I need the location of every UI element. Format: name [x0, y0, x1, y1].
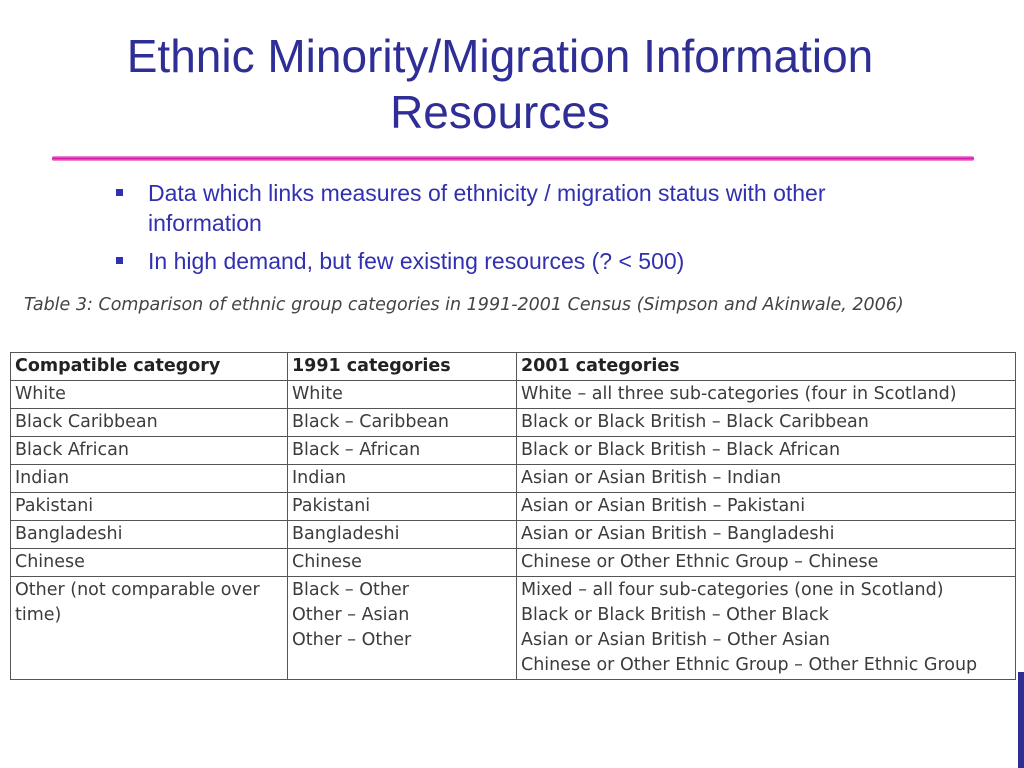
cell-text: Other (not comparable over time) — [15, 580, 260, 625]
cell-text: Asian or Asian British – Indian — [521, 468, 782, 488]
bullet-item — [112, 246, 932, 276]
table-row — [11, 577, 1016, 680]
cell-text: Chinese — [292, 552, 362, 572]
cell-text: Chinese or Other Ethnic Group – Other Ethnic Group — [521, 655, 978, 675]
table-row — [11, 465, 1016, 493]
square-bullet-icon — [116, 189, 123, 196]
cell-text: Other – Other — [292, 630, 412, 650]
cell-compatible-category — [11, 437, 288, 465]
cell-text: Chinese or Other Ethnic Group – Chinese — [521, 552, 879, 572]
cell-text: Indian — [292, 468, 347, 488]
cell-1991-category — [288, 465, 517, 493]
cell-compatible-category — [11, 493, 288, 521]
table-row — [11, 409, 1016, 437]
bullet-text: In high demand, but few existing resources (? < 500) — [148, 248, 685, 274]
table-row — [11, 549, 1016, 577]
header-2001-categories: 2001 categories — [517, 353, 1016, 381]
square-bullet-icon — [116, 257, 123, 264]
table-row — [11, 437, 1016, 465]
cell-2001-category — [517, 521, 1016, 549]
cell-2001-category — [517, 549, 1016, 577]
table-row — [11, 381, 1016, 409]
table-row — [11, 521, 1016, 549]
cell-1991-category — [288, 577, 517, 680]
cell-compatible-category — [11, 409, 288, 437]
cell-1991-category — [288, 549, 517, 577]
cell-text: Asian or Asian British – Other Asian — [521, 630, 831, 650]
cell-compatible-category — [11, 521, 288, 549]
cell-compatible-category — [11, 549, 288, 577]
cell-text: Other – Asian — [292, 605, 410, 625]
cell-2001-category — [517, 577, 1016, 680]
table-caption: Table 3: Comparison of ethnic group categories in 1991-2001 Census (Simpson and Akinwale, 2006) — [24, 295, 904, 315]
cell-2001-category — [517, 409, 1016, 437]
header-compatible-category: Compatible category — [11, 353, 288, 381]
cell-text: Asian or Asian British – Pakistani — [521, 496, 806, 516]
cell-text: Black or Black British – Black African — [521, 440, 841, 460]
slide-title-line-1: Ethnic Minority/Migration Information — [126, 30, 874, 82]
cell-text: Mixed – all four sub-categories (one in Scotland) — [521, 580, 944, 600]
cell-2001-category — [517, 493, 1016, 521]
cell-text: Black or Black British – Black Caribbean — [521, 412, 869, 432]
slide-title — [0, 28, 1000, 140]
cell-2001-category — [517, 381, 1016, 409]
title-divider — [52, 156, 974, 161]
cell-2001-category — [517, 465, 1016, 493]
table-row — [11, 493, 1016, 521]
cell-compatible-category — [11, 465, 288, 493]
header-1991-categories: 1991 categories — [288, 353, 517, 381]
cell-2001-category — [517, 437, 1016, 465]
cell-1991-category — [288, 493, 517, 521]
cell-text: Pakistani — [15, 496, 94, 516]
cell-1991-category — [288, 521, 517, 549]
cell-text: White — [292, 384, 343, 404]
cell-text: Chinese — [15, 552, 85, 572]
comparison-table — [10, 352, 1016, 680]
cell-compatible-category — [11, 577, 288, 680]
cell-compatible-category — [11, 381, 288, 409]
bullet-text: Data which links measures of ethnicity / migration status with other information — [148, 180, 826, 236]
cell-text: Asian or Asian British – Bangladeshi — [521, 524, 835, 544]
cell-text: Black – African — [292, 440, 421, 460]
cell-1991-category — [288, 381, 517, 409]
cell-text: Black Caribbean — [15, 412, 158, 432]
cell-text: Bangladeshi — [15, 524, 123, 544]
slide-title-line-2: Resources — [390, 86, 610, 138]
bullet-item — [112, 178, 932, 238]
cell-text: White – all three sub-categories (four in Scotland) — [521, 384, 957, 404]
cell-text: Black or Black British – Other Black — [521, 605, 829, 625]
cell-1991-category — [288, 409, 517, 437]
cell-text: White — [15, 384, 66, 404]
cell-text: Black African — [15, 440, 129, 460]
table-header-row — [11, 353, 1016, 381]
table-body — [11, 381, 1016, 680]
cell-text: Indian — [15, 468, 70, 488]
cell-text: Black – Caribbean — [292, 412, 450, 432]
bullet-list — [112, 178, 932, 284]
cell-text: Black – Other — [292, 580, 409, 600]
cell-text: Pakistani — [292, 496, 371, 516]
cell-text: Bangladeshi — [292, 524, 400, 544]
slide-edge-accent — [1018, 672, 1024, 768]
cell-1991-category — [288, 437, 517, 465]
